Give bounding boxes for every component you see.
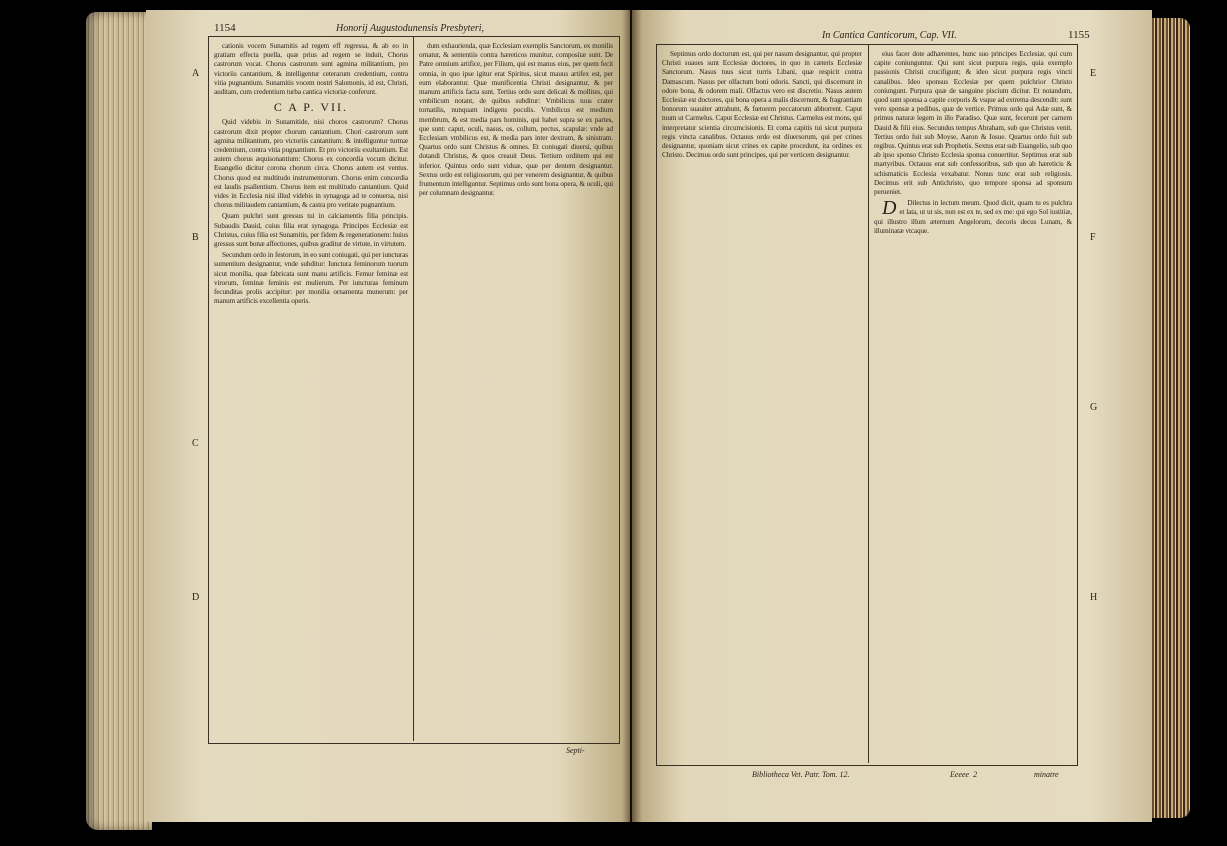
paragraph: eius facer dote adhærentes, hunc suo principes Ecclesiæ, qui cum capite coniunguntur. Qui sunt sicut purpura regis, quia exemplo passionis Christi crucifigunt; & ideo sicut purpura regis vincti canalibus. Ideo sponsus Ecclesiæ per quem pulchrior Christo coniungunt. Purpura quæ de sanguine piscium dicitur. Et notandum, quod sunt sponsa a capite corporis & vsque ad extrema descendit: sunt vero sponsæ a pedibus, quæ de vertice. Primus ordo qui Adæ sunt, & primus naturæ legem in illo Paradiso. Quæ sunt, fecerunt per carnem Dauid & filii eius. Secundus tempus Abraham, sub que Christus venit. Tertius ordo fuit sub Moyse, Aaron & Iosue. Quartus ordo fuit sub regibus. Quintus erat sub Prophetis. Sextus erat sub Euangelio, sub quo ab ipso sponso Christo Ecclesia sponsa conuertitur. Septimus erat sub martyribus. Octauus erat sub confessoribus, sub quo ab hæreticis & schismaticis Ecclesia vexabatur. Nonus tunc erat sub religiosis. Decimus erit sub Antichristo, quo tempore sponsa ad sponsum perueniet.	[874, 50, 1072, 197]
right-column-1	[662, 50, 862, 760]
volume-footer: Bibliotheca Vet. Patr. Tom. 12.	[752, 770, 850, 779]
margin-letter-e: E	[1090, 68, 1097, 79]
margin-letter-a: A	[192, 68, 200, 79]
margin-letter-c: C	[192, 438, 199, 449]
book-gutter	[622, 10, 642, 822]
right-column-rule	[868, 45, 869, 763]
book-fore-edge-right	[1148, 18, 1190, 818]
left-running-head: Honorij Augustodunensis Presbyteri,	[336, 23, 485, 34]
paragraph: dum exhaurienda, quæ Ecclesiam exemplis Sanctorum, ex monilis ornatur, & sententiis contra hæreticos munitur, compositæ sunt. De Patre omnium artifice, per Filium, qui est manus eius, per quem fecit omnia, in quo ipse igitur erat Spiritus, sicut mauus artifex est, per eum elaborantur. Quæ munificentia Christi designantur, & per manum artificis facta sunt. Tertius ordo sunt delicati & mollites, qui vmbilicum notant, de quibus subditur: Vmbilicus tuus crater tornatilis, nunquam indigens poculis. Vmbilicus est medium membrum, & est media pars hominis, qui habet supra se ex partes, que sunt: caput, oculi, nasus, os, collum, pectus, scapulæ: vnde ad Ecclesiam vmbilicus est, & media pars inter dextram, & sinistram. Quartus ordo sunt Christus & omnes. Et coniugati diuersi, quibus dotandi Christus, & quos creauit Deus. Tertium ordinem qui est inferior. Quintus ordo sunt viduæ, quæ per dentem designantur. Sextus ordo est religiosorum, qui per venerem designantur, & quibus frumentum intelliguntur. Septimus ordo sunt bona opera, & oculi, qui per columnam designantur.	[419, 42, 613, 198]
paragraph: cationis vocem Sunamitis ad regem eff regressa, & ab eo in gratiam effecta puella, quæ prius ad regem se induit, Chorus castrorum vocat. Chorus castrorum sunt agmina militantium, pro victoriis cantantium, & intelligentur ceterarum credentium, contra vitia pugnantium. Sunamitis vocem nostri Salomonis, id est, Christi, auditam, cum credentium turba cantica victoriæ conferunt.	[214, 42, 408, 97]
left-page	[146, 10, 630, 822]
right-page-number: 1155	[1068, 29, 1090, 41]
chapter-heading: C A P. VII.	[273, 100, 349, 115]
margin-letter-b: B	[192, 232, 199, 243]
margin-letter-d: D	[192, 592, 200, 603]
paragraph: Septimus ordo doctorum est, qui per nasum designantur, qui propter Christi suaues sunt Ecclesiæ doctores, in quo in cæteris Ecclesiæ Sanctorum. Nasus tuus sicut turris Libani, quæ respicit contra Damascum. Nasus per olfactum boni odoris. Sancti, qui discernunt in odore bona, & odorem mali. Olfactus vero est discretio. Nasus autem Ecclesiæ est doctores, qui bona opera a malis discernunt, & fragrantiam bonorum suauiter attrahunt, & fœtorem peccatorum abhorrent. Caput tuum ut Carmelus. Caput Ecclesiæ est Christus. Carmelus est mons, qui interpretatur scientia circumcisionis. Et coma capitis tui sicut purpura regis vincta canalibus. Octauus ordo est diuersorum, qui per crines designantur, quoniam sicut crines ex capite procedunt, ita ordines ex Christo. Decimus ordo sunt principes, qui per verticem designantur.	[662, 50, 862, 160]
right-running-head: In Cantica Canticorum, Cap. VII.	[822, 30, 957, 41]
book-fore-edge-left	[86, 12, 152, 830]
margin-letter-h: H	[1090, 592, 1098, 603]
right-page	[632, 10, 1152, 822]
paragraph: Secundum ordo in festorum, in eo sunt coniugati, qui per iuncturas sumentium designantur, vnde subditur: Iunctura feminorum tuorum sicut monilia, quæ fabricata sunt manu artificis. Femur feminæ est virorum, feminæ feminis est mulierum. Per iuncturas feminum fecunditas prolis accipitur: per monilia ornamenta munerum: per manum artificis excellentia operis.	[214, 251, 408, 306]
paragraph: Quam pulchri sunt gressus tui in calciamentis filia principis. Subaudis Dauid, cuius filia erat synagoga. Principes Ecclesiæ est Christus, cuius filia est Sunamitis, per fidem & regenerationem: huius gressus sunt bonæ affectiones, quibus graditur de virtute, in virtutem.	[214, 212, 408, 249]
right-catchword: minatre	[1034, 770, 1059, 779]
margin-letter-f: F	[1090, 232, 1096, 243]
left-column-rule	[413, 37, 414, 741]
left-column-1	[214, 42, 408, 738]
paragraph: Quid videbis in Sunamitide, nisi choros castrorum? Chorus castrorum dixit propter chorum cantantium. Chori castrorum sunt agmina militantium, pro victoriis cantantium: & intelliguntur turmæ credentium, contra vitia pugnantium. Et pro victoriis exultantium. Est autem chorus æquisonantium: Chorus ex concordia vocum dicitur. Euangelio dicitur corona chorum circa. Chorus autem est ventus. Chorus quod est multitudo instrumentorum. Chorus enim concordia est laudis psallentium. Chorus item est multitudo cantantium. Quid vides in Ecclesia nisi illud videbis in synagoga ad te conuersa, nisi chorus militaudem cantantium, & castra pro veritate pugnantium.	[214, 118, 408, 210]
margin-letter-g: G	[1090, 402, 1098, 413]
right-column-2	[874, 50, 1072, 760]
left-page-number: 1154	[214, 22, 236, 34]
left-column-2	[419, 42, 613, 738]
paragraph: D Dilectus in lectum meum. Quod dicit, quam tu es pulchra et lata, ut ut sis, non est ex te, sed ex me: qui ego Sol iustitiæ, qui illustro illum æternum Angelorum, decoris decus Lunam, & illuminatæ vtcaque.	[874, 197, 1072, 235]
drop-cap-d: D	[882, 197, 897, 220]
left-catchword: Septi-	[566, 746, 585, 755]
signature-mark: Eeeee 2	[950, 770, 978, 779]
